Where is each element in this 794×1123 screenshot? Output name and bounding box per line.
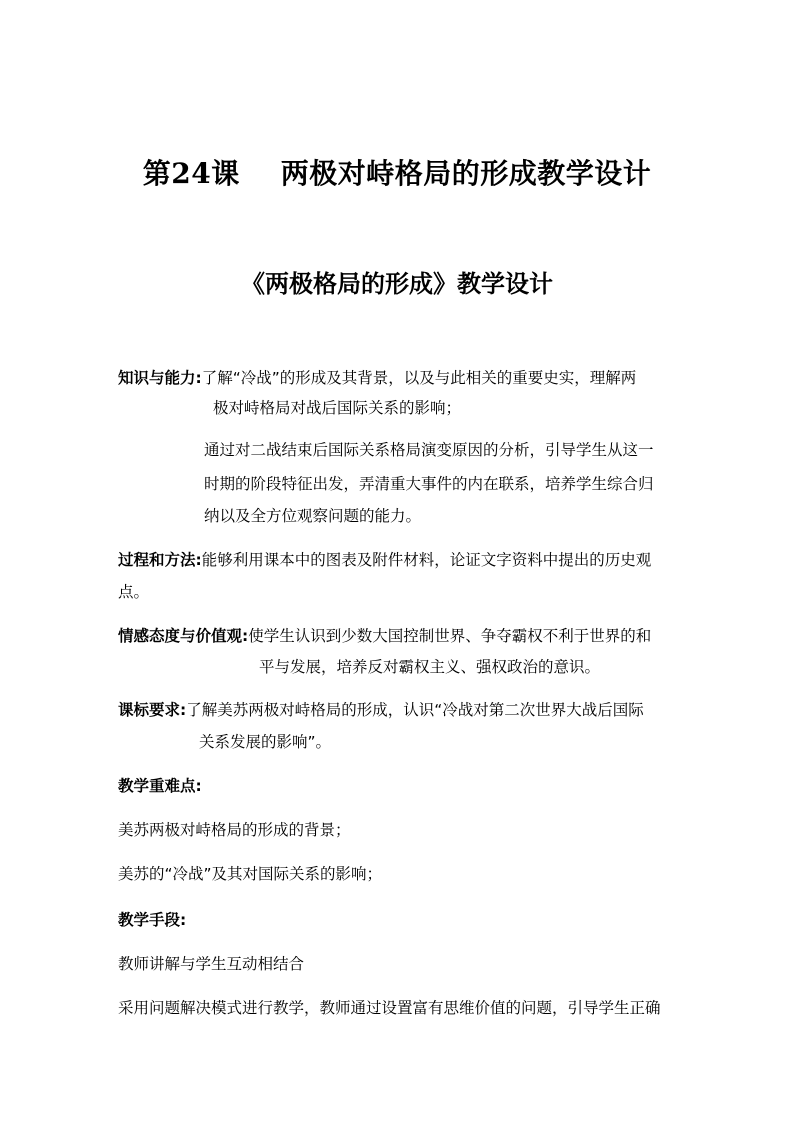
methods-item-2: 采用问题解决模式进行教学，教师通过设置富有思维价值的问题，引导学生正确	[118, 999, 661, 1017]
knowledge-text-3: 通过对二战结束后国际关系格局演变原因的分析，引导学生从这一	[204, 441, 654, 459]
knowledge-line-1	[118, 368, 636, 388]
standard-text-1: 了解美苏两极对峙格局的形成，认识“冷战对第二次世界大战后国际	[186, 701, 644, 719]
knowledge-text-1: 了解“冷战”的形成及其背景，以及与此相关的重要史实，理解两	[201, 369, 637, 387]
methods-item-1: 教师讲解与学生互动相结合	[118, 955, 305, 973]
page-title: 第24课 两极对峙格局的形成教学设计	[142, 157, 652, 190]
knowledge-label: 知识与能力:	[118, 369, 202, 387]
process-line-1	[118, 550, 651, 570]
page-subtitle: 《两极格局的形成》教学设计	[241, 269, 553, 298]
emotion-text-2: 平与发展，培养反对霸权主义、强权政治的意识。	[259, 658, 601, 676]
standard-label: 课标要求:	[118, 701, 187, 719]
process-text-1: 能够利用课本中的图表及附件材料，论证文字资料中提出的历史观	[201, 551, 652, 569]
emotion-text-1: 使学生认识到少数大国控制世界、争夺霸权不利于世界的和	[248, 627, 652, 645]
keypoints-heading: 教学重难点:	[118, 777, 202, 795]
process-text-2: 点。	[118, 583, 150, 601]
standard-text-2: 关系发展的影响”。	[199, 733, 332, 751]
emotion-label: 情感态度与价值观:	[118, 627, 249, 645]
knowledge-text-2: 极对峙格局对战后国际关系的影响；	[213, 399, 462, 417]
methods-heading: 教学手段:	[118, 911, 187, 929]
emotion-line-1	[118, 626, 651, 646]
knowledge-text-4: 时期的阶段特征出发，弄清重大事件的内在联系，培养学生综合归	[204, 475, 654, 493]
standard-line-1	[118, 700, 644, 720]
keypoints-item-1: 美苏两极对峙格局的形成的背景；	[118, 821, 351, 839]
knowledge-text-5: 纳以及全方位观察问题的能力。	[204, 507, 422, 525]
process-label: 过程和方法:	[118, 551, 202, 569]
keypoints-item-2: 美苏的“冷战”及其对国际关系的影响；	[118, 865, 383, 883]
